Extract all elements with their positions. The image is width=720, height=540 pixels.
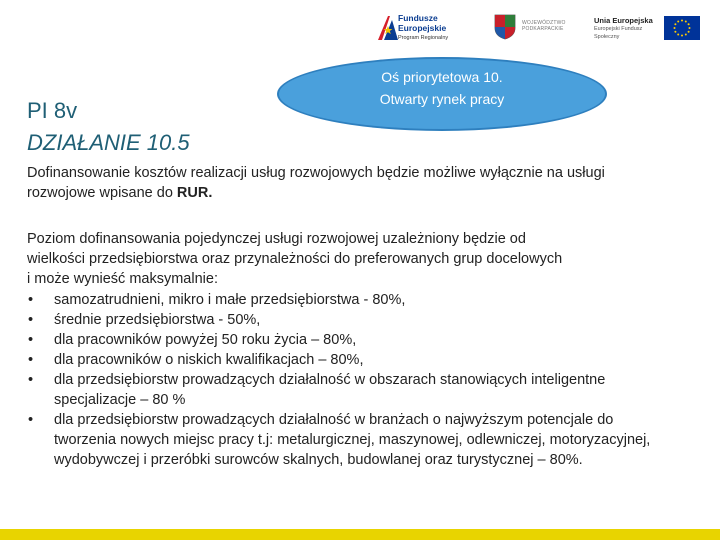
ue-title: Unia Europejska bbox=[594, 16, 653, 25]
unia-europejska-logo bbox=[594, 14, 704, 44]
list-item-text: samozatrudnieni, mikro i małe przedsiębiorstwa - 80%, bbox=[54, 292, 406, 308]
priority-axis-badge bbox=[277, 57, 607, 131]
list-item-text: dla pracowników o niskich kwalifikacjach – 80%, bbox=[54, 352, 364, 368]
ue-sub-1: Europejski Fundusz bbox=[594, 26, 643, 32]
intro-paragraph bbox=[27, 163, 667, 203]
ue-logo-text bbox=[594, 17, 653, 40]
bottom-accent-bar bbox=[0, 529, 720, 540]
badge-line-2: Otwarty rynek pracy bbox=[379, 91, 505, 107]
list-item bbox=[27, 310, 667, 330]
coat-of-arms-icon bbox=[494, 14, 516, 40]
list-item-text: dla pracowników powyżej 50 roku życia – 80%, bbox=[54, 332, 357, 348]
fe-logo-text bbox=[398, 14, 448, 44]
list-item bbox=[27, 370, 667, 410]
title-line-2: DZIAŁANIE 10.5 bbox=[27, 130, 190, 155]
bullet-list bbox=[27, 290, 667, 470]
podkarpackie-logo bbox=[494, 14, 580, 44]
fe-title-1: Fundusze bbox=[398, 13, 438, 23]
podkarpackie-text bbox=[522, 20, 566, 32]
funding-line-3: i może wynieść maksymalnie: bbox=[27, 271, 218, 287]
badge-line-1: Oś priorytetowa 10. bbox=[381, 69, 503, 85]
fe-subtitle: Program Regionalny bbox=[398, 35, 449, 41]
bullet-dot-icon: • bbox=[28, 372, 34, 388]
ue-sub-2: Społeczny bbox=[594, 33, 620, 40]
list-item-text: dla przedsiębiorstw prowadzących działalność w obszarach stanowiących inteligentne specjalizacje – 80 % bbox=[54, 372, 606, 408]
bullet-dot-icon: • bbox=[28, 312, 34, 328]
pod-line-2: PODKARPACKIE bbox=[522, 26, 564, 32]
intro-text: Dofinansowanie kosztów realizacji usług rozwojowych będzie możliwe wyłącznie na usługi rozwojowe wpisane do bbox=[27, 165, 605, 201]
title-line-1: PI 8v bbox=[27, 98, 78, 123]
list-item bbox=[27, 330, 667, 350]
fe-star-mark-icon bbox=[376, 14, 400, 42]
list-item-text: dla przedsiębiorstw prowadzących działalność w branżach o najwyższym potencjale do tworzenia nowych miejsc pracy t.j: metalurgicznej, maszynowej, odlewniczej, motoryzacyjnej, wydobywczej i przeróbki surowców skalnych, budowlanej oraz turystycznej – 80%. bbox=[54, 412, 651, 468]
bullet-dot-icon: • bbox=[28, 332, 34, 348]
list-item-text: średnie przedsiębiorstwa - 50%, bbox=[54, 312, 261, 328]
bullet-dot-icon: • bbox=[28, 412, 34, 428]
bullet-dot-icon: • bbox=[28, 292, 34, 308]
list-item bbox=[27, 290, 667, 310]
logo-strip bbox=[0, 0, 720, 56]
funding-level-paragraph bbox=[27, 229, 653, 289]
bullet-dot-icon: • bbox=[28, 352, 34, 368]
fundusze-europejskie-logo bbox=[376, 12, 484, 46]
funding-line-1: Poziom dofinansowania pojedynczej usługi rozwojowej uzależniony będzie od bbox=[27, 231, 526, 247]
pod-line-1: WOJEWÓDZTWO bbox=[522, 20, 566, 26]
list-item bbox=[27, 410, 667, 470]
intro-bold-text: RUR. bbox=[176, 185, 213, 201]
slide-title bbox=[27, 95, 190, 159]
fe-title-2: Europejskie bbox=[398, 22, 447, 33]
eu-flag-icon bbox=[664, 16, 700, 40]
funding-line-2: wielkości przedsiębiorstwa oraz przynależności do preferowanych grup docelowych bbox=[27, 251, 563, 267]
list-item bbox=[27, 350, 667, 370]
